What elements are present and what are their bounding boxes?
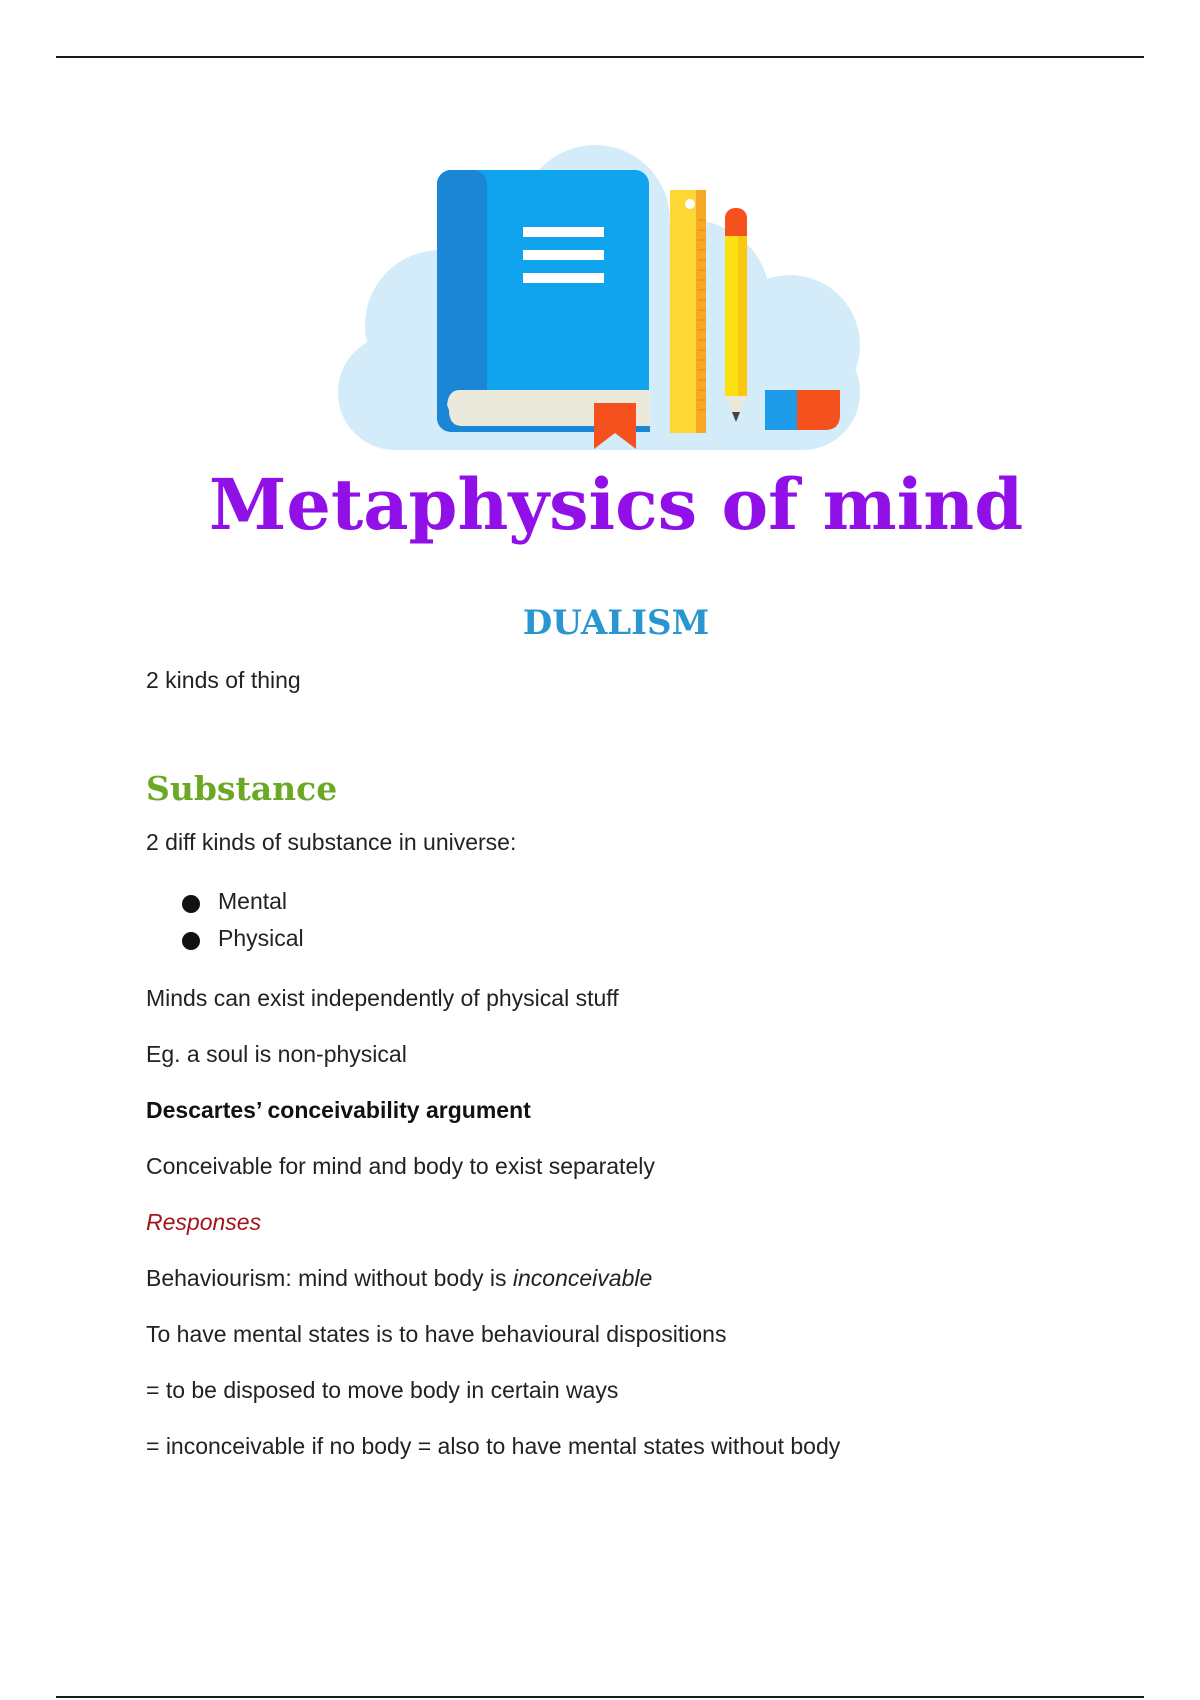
- book-line-2: [523, 250, 604, 260]
- argument-heading: Descartes’ conceivability argument: [146, 1097, 531, 1123]
- section-title: DUALISM: [522, 603, 710, 643]
- responses-label: Responses: [146, 1209, 262, 1235]
- paragraph-soul: Eg. a soul is non-physical: [146, 1041, 407, 1067]
- list-item-label: Physical: [218, 925, 304, 951]
- list-item-label: Mental: [218, 888, 288, 914]
- book-illustration: [330, 120, 900, 460]
- argument-text: Conceivable for mind and body to exist separately: [146, 1153, 655, 1179]
- bullet-icon: [182, 932, 200, 950]
- book-line-3: [523, 273, 604, 283]
- intro-text: 2 kinds of thing: [146, 667, 301, 693]
- substance-heading: Substance: [146, 769, 338, 808]
- eraser-icon: [765, 390, 840, 430]
- behaviourism-emphasis: inconceivable: [512, 1265, 653, 1291]
- top-rule: [56, 56, 1144, 58]
- behaviourism-line: [146, 1263, 1106, 1293]
- list-item: [182, 883, 1106, 920]
- mental-states-line: To have mental states is to have behavioural dispositions: [146, 1321, 727, 1347]
- behaviourism-prefix: Behaviourism: mind without body is: [146, 1265, 513, 1291]
- list-item: [182, 920, 1106, 957]
- bottom-rule: [56, 1696, 1144, 1698]
- paragraph-minds: Minds can exist independently of physical stuff: [146, 985, 619, 1011]
- book-line-1: [523, 227, 604, 237]
- pencil-icon: [725, 208, 747, 422]
- inconceivable-line: = inconceivable if no body = also to have mental states without body: [146, 1433, 841, 1459]
- substance-list: [182, 883, 1106, 957]
- document-body: [146, 660, 1106, 1461]
- disposed-line: = to be disposed to move body in certain ways: [146, 1377, 619, 1403]
- bullet-icon: [182, 895, 200, 913]
- ruler-icon: [670, 190, 706, 433]
- document-title: Metaphysics of mind: [208, 463, 1024, 546]
- substance-lead: 2 diff kinds of substance in universe:: [146, 829, 517, 855]
- book-icon: [437, 170, 650, 432]
